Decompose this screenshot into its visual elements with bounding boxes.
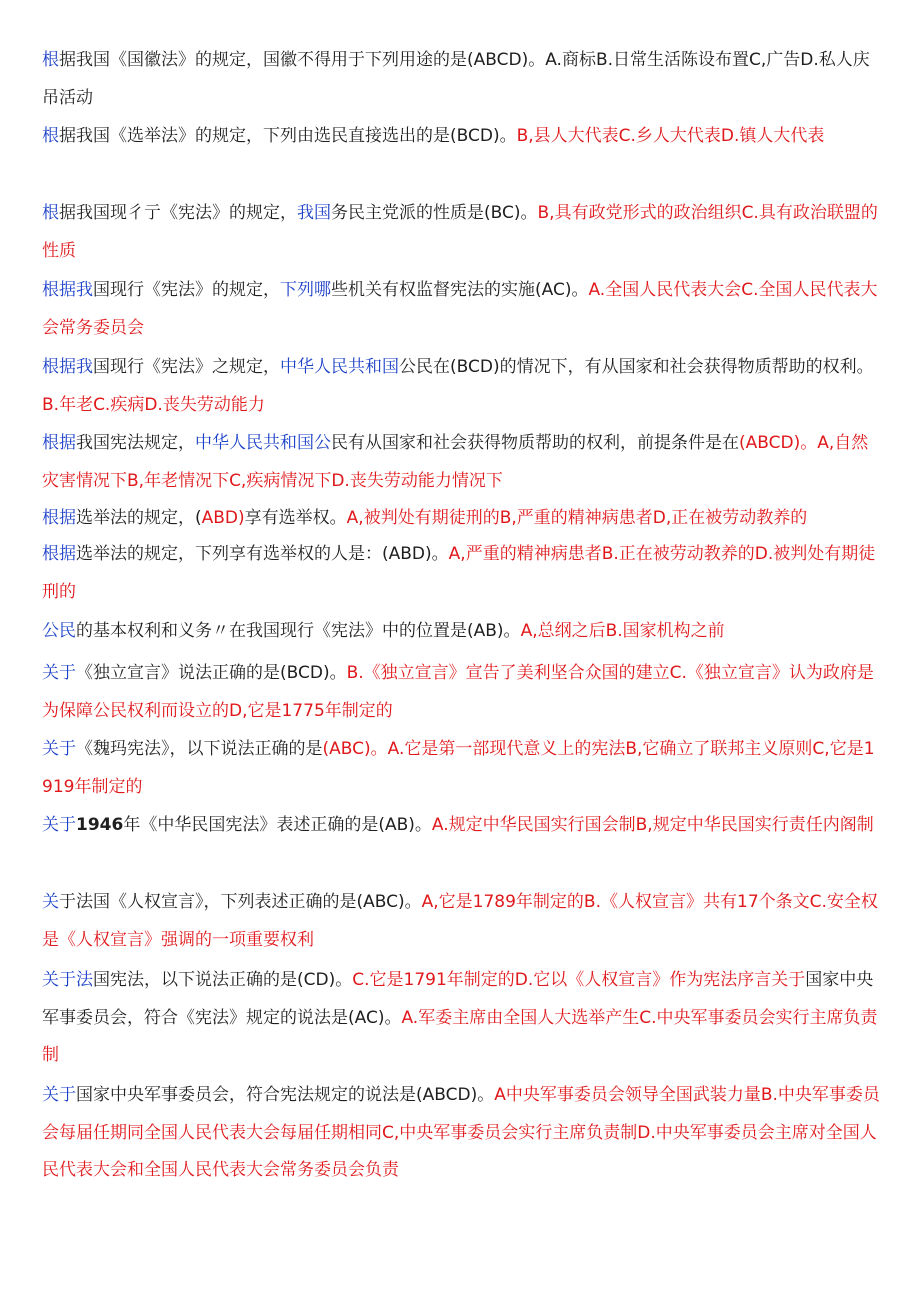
question-text: 选举法的规定，下列享有选举权的人是：(ABD)。 xyxy=(76,544,449,564)
answer-text: B,县人大代表C.乡人大代表D.镇人大代表 xyxy=(516,126,825,146)
qa-item xyxy=(42,962,880,1075)
keyword-text: 根据我 xyxy=(42,280,93,300)
qa-item xyxy=(42,425,880,500)
keyword-text: 中华人民共和国 xyxy=(280,357,399,377)
question-text: 民有从国家和社会获得物质帮助的权利，前提条件是在 xyxy=(331,433,739,453)
keyword-text: 关于法 xyxy=(42,970,93,990)
question-text: 些机关有权监督宪法的实施(AC)。 xyxy=(331,280,589,300)
keyword-text: 我国 xyxy=(297,203,331,223)
keyword-text: 中华人民共和国公 xyxy=(195,433,331,453)
keyword-text: 关于 xyxy=(42,739,76,759)
question-text: 据我国现彳亍《宪法》的规定， xyxy=(59,203,297,223)
qa-item xyxy=(42,655,880,730)
question-text: 国宪法，以下说法正确的是(CD)。 xyxy=(93,970,353,990)
question-text: 国家中央军事委员会，符合《宪法》规定的说法是(AC)。 xyxy=(42,970,874,1028)
question-text: 1946 xyxy=(76,815,124,835)
question-text: 《魏玛宪法》，以下说法正确的是 xyxy=(76,739,323,759)
keyword-text: 根据 xyxy=(42,433,76,453)
keyword-text: 关于 xyxy=(42,663,76,683)
answer-text: A,严重的精神病患者B.正在被劳动教养的D.被判处有期徒刑的 xyxy=(42,544,876,602)
question-text: 选举法的规定，( xyxy=(76,508,202,528)
question-text: 于法国《人权宣言》，下列表述正确的是(ABC)。 xyxy=(59,892,422,912)
answer-text: B.《独立宣言》宣告了美利坚合众国的建立C.《独立宣言》认为政府是为保障公民权利而设立的D,它是1775年制定的 xyxy=(42,663,874,721)
question-text: 据我国《国徽法》的规定，国徽不得用于下列用途的是(ABCD)。A.商标B.日常生活陈设布置C,广告D.私人庆吊活动 xyxy=(42,50,870,108)
qa-item xyxy=(42,349,880,424)
qa-item xyxy=(42,1077,880,1190)
question-text: 我国宪法规定， xyxy=(76,433,195,453)
keyword-text: 根据我 xyxy=(42,357,93,377)
keyword-text: 根 xyxy=(42,126,59,146)
answer-text: B,具有政党形式的政治组织C.具有政治联盟的性质 xyxy=(42,203,878,261)
answer-text: A.军委主席由全国人大选举产生C.中央军事委员会实行主席负责制 xyxy=(42,1007,878,1065)
answer-text: A,总纲之后B.国家机构之前 xyxy=(520,621,725,641)
answer-text: A中央军事委员会领导全国武装力量B.中央军事委员会每届任期同全国人民代表大会每届任期相同C,中央军事委员会实行主席负责制D.中央军事委员会主席对全国人民代表大会和全国人民代表大会常务委员会负责 xyxy=(42,1085,880,1180)
question-text: 的基本权利和义务〃在我国现行《宪法》中的位置是(AB)。 xyxy=(76,621,521,641)
answer-text: (ABC)。A.它是第一部现代意义上的宪法B,它确立了联邦主义原则C,它是1919年制定的 xyxy=(42,739,875,797)
question-text: 《独立宣言》说法正确的是(BCD)。 xyxy=(76,663,347,683)
answer-text: A.全国人民代表大会C.全国人民代表大会常务委员会 xyxy=(42,280,878,338)
answer-text: ABD) xyxy=(201,508,245,528)
answer-text: A,它是1789年制定的B.《人权宣言》共有17个条文C.安全权是《人权宣言》强调的一项重要权利 xyxy=(42,892,878,950)
keyword-text: 根据 xyxy=(42,508,76,528)
question-text: 务民主党派的性质是(BC)。 xyxy=(331,203,538,223)
qa-item xyxy=(42,731,880,806)
qa-item xyxy=(42,807,880,845)
answer-text: C.它是1791年制定的D.它以《人权宣言》作为宪法序言关于 xyxy=(352,970,806,990)
question-text: 国家中央军事委员会，符合宪法规定的说法是(ABCD)。 xyxy=(76,1085,495,1105)
qa-item xyxy=(42,272,880,347)
question-text: 国现行《宪法》之规定， xyxy=(93,357,280,377)
answer-text: B.年老C.疾病D.丧失劳动能力 xyxy=(42,394,265,415)
keyword-text: 根 xyxy=(42,203,59,223)
qa-item xyxy=(42,500,880,538)
keyword-text: 下列哪 xyxy=(280,280,331,300)
keyword-text: 公民 xyxy=(42,621,76,641)
qa-item xyxy=(42,613,880,651)
keyword-text: 关于 xyxy=(42,815,76,835)
keyword-text: 关 xyxy=(42,892,59,912)
qa-item xyxy=(42,42,880,117)
answer-text: A,被判处有期徒刑的B,严重的精神病患者D,正在被劳动教养的 xyxy=(346,508,808,528)
qa-item xyxy=(42,536,880,611)
keyword-text: 关于 xyxy=(42,1085,76,1105)
question-text: 年《中华民国宪法》表述正确的是(AB)。 xyxy=(123,815,432,835)
answer-text: (ABCD)。A,自然灾害情况下B,年老情况下C,疾病情况下D.丧失劳动能力情况下 xyxy=(42,433,869,491)
question-text: 享有选举权。 xyxy=(244,508,347,528)
question-text: 公民在(BCD)的情况下，有从国家和社会获得物质帮助的权利。 xyxy=(399,357,874,377)
keyword-text: 根据 xyxy=(42,544,76,564)
question-text: 据我国《选举法》的规定，下列由选民直接选出的是(BCD)。 xyxy=(59,126,517,146)
keyword-text: 根 xyxy=(42,50,59,70)
qa-item xyxy=(42,195,880,270)
qa-item xyxy=(42,118,880,156)
answer-text: A.规定中华民国实行国会制B,规定中华民国实行责任内阁制 xyxy=(431,815,874,835)
question-text: 国现行《宪法》的规定， xyxy=(93,280,280,300)
qa-item xyxy=(42,884,880,959)
